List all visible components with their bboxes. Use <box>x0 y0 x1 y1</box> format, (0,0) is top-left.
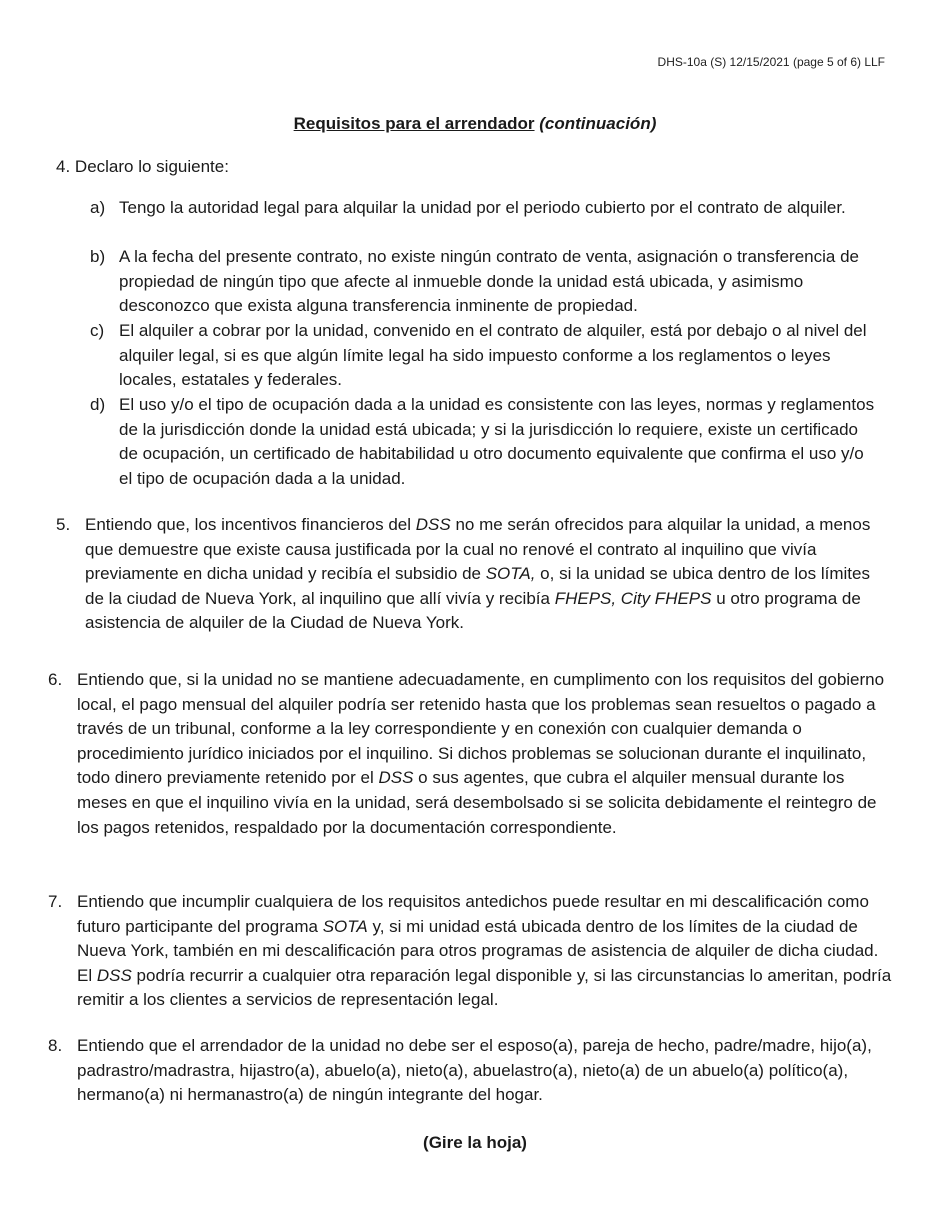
subitem-c-label: c) <box>90 321 105 340</box>
dss-term: DSS <box>96 965 132 985</box>
item-4-intro-text: Declaro lo siguiente: <box>74 157 229 176</box>
item-5-number: 5. <box>56 515 71 534</box>
subitem-c <box>90 319 880 393</box>
item-8-number: 8. <box>48 1036 63 1055</box>
sota-term: SOTA <box>322 916 368 936</box>
page-title <box>0 114 950 134</box>
fheps-term: FHEPS, City FHEPS <box>554 588 712 608</box>
item-5-text-part: u otro programa de asistencia de alquiler de la Ciudad de Nueva York. <box>85 588 861 633</box>
subitem-a <box>90 196 880 221</box>
item-6 <box>48 668 893 840</box>
title-continuation: (continuación) <box>539 114 657 133</box>
turn-page-note: (Gire la hoja) <box>423 1133 527 1152</box>
subitem-c-text: El alquiler a cobrar por la unidad, convenido en el contrato de alquiler, está por debajo o al nivel del alquiler legal, si es que algún límite legal ha sido impuesto conforme a los reglamentos o leyes locales, estatales y federales. <box>119 321 867 390</box>
item-8 <box>48 1034 900 1108</box>
dss-term: DSS <box>415 515 451 534</box>
item-6-text <box>77 668 893 840</box>
subitem-b <box>90 245 880 319</box>
item-5 <box>56 513 881 636</box>
dss-term: DSS <box>378 768 414 788</box>
item-7-text-part: podría recurrir a cualquier otra reparación legal disponible y, si las circunstancias lo ameritan, podría remitir a los clientes a servicios de representación legal. <box>77 965 892 1010</box>
item-6-text-part: Entiendo que, si la unidad no se mantiene adecuadamente, en cumplimento con los requisitos del gobierno local, el pago mensual del alquiler podría ser retenido hasta que los problemas sean resueltos o pagado a través de un tribunal, conforme a la ley correspondiente y en conexión con cualquier demanda o procedimiento jurídico iniciados por el inquilino. Si dichos problemas se solucionan durante el inquilinato, todo dinero previamente retenido por el <box>77 670 885 788</box>
subitem-d <box>90 393 880 491</box>
item-6-text-part: o sus agentes, que cubra el alquiler mensual durante los meses en que el inquilino vivía en la unidad, será desembolsado si se solicita debidamente el reintegro de los pagos retenidos, respaldado por la documentación correspondiente. <box>77 768 877 837</box>
item-5-text-part: o, si la unidad se ubica dentro de los límites de la ciudad de Nueva York, al inquilino que allí vivía y recibía <box>85 564 870 608</box>
item-8-text: Entiendo que el arrendador de la unidad no debe ser el esposo(a), pareja de hecho, padre/madre, hijo(a), padrastro/madrastra, hijastro(a), abuelo(a), nieto(a), abuelastro(a), nieto(a) de un abuelo(a) político(a), hermano(a) ni hermanastro(a) de ningún integrante del hogar. <box>77 1036 872 1105</box>
item-6-number: 6. <box>48 670 63 689</box>
item-4-number: 4. <box>56 157 71 176</box>
item-7-text <box>77 890 893 1013</box>
sota-term: SOTA, <box>485 564 536 584</box>
item-5-text <box>85 513 881 636</box>
item-5-text-part: Entiendo que, los incentivos financieros del <box>85 515 416 534</box>
item-7-number: 7. <box>48 892 63 911</box>
item-7-text-part: y, si mi unidad está ubicada dentro de los límites de la ciudad de Nueva York, también en mi descalificación para otros programas de asistencia de alquiler de dicha ciudad. El <box>77 916 879 985</box>
subitem-a-text: Tengo la autoridad legal para alquilar la unidad por el periodo cubierto por el contrato de alquiler. <box>119 198 846 217</box>
item-7-text-part: Entiendo que incumplir cualquiera de los requisitos antedichos puede resultar en mi descalificación como futuro participante del programa <box>77 892 869 936</box>
item-5-text-part: no me serán ofrecidos para alquilar la unidad, a menos que demuestre que existe causa justificada por la cual no renové el contrato al inquilino que vivía previamente en dicha unidad y recibía el subsidio de <box>85 515 871 584</box>
subitem-d-label: d) <box>90 395 106 414</box>
item-7 <box>48 890 893 1013</box>
form-reference: DHS-10a (S) 12/15/2021 (page 5 of 6) LLF <box>657 55 885 69</box>
title-main: Requisitos para el arrendador <box>293 114 535 133</box>
subitem-a-label: a) <box>90 198 106 217</box>
subitem-b-label: b) <box>90 247 106 266</box>
item-4-intro <box>56 155 229 180</box>
subitem-d-text: El uso y/o el tipo de ocupación dada a la unidad es consistente con las leyes, normas y reglamentos de la jurisdicción donde la unidad está ubicada; y si la jurisdicción lo requiere, existe un certificado de ocupación, un certificado de habitabilidad u otro documento equivalente que confirma el uso y/o el tipo de ocupación dada a la unidad. <box>119 395 875 488</box>
subitem-b-text: A la fecha del presente contrato, no existe ningún contrato de venta, asignación o transferencia de propiedad de ningún tipo que afecte al inmueble donde la unidad está ubicada, y asimismo desconozco que exista alguna transferencia inminente de propiedad. <box>119 247 859 316</box>
